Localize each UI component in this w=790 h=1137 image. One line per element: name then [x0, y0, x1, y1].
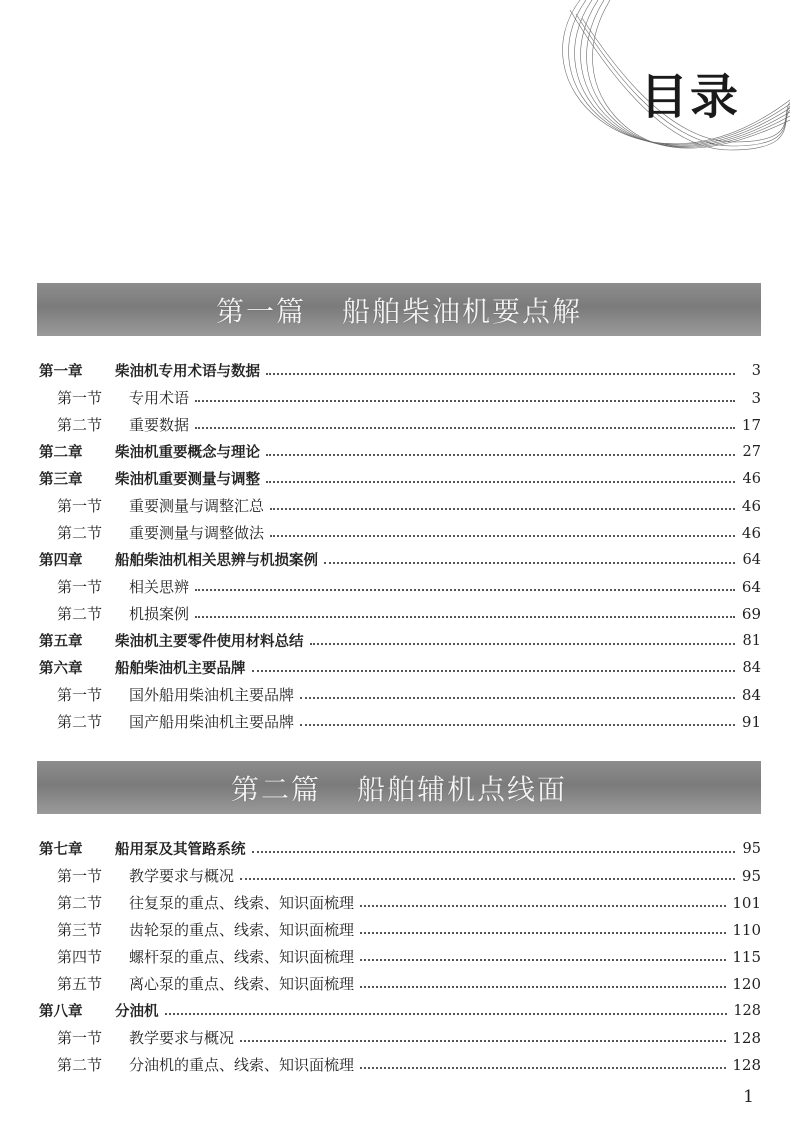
entry-number: 第一节 — [57, 497, 103, 515]
leader-dots — [360, 958, 726, 961]
entry-title: 柴油机重要测量与调整 — [115, 472, 260, 488]
entry-number: 第七章 — [39, 842, 83, 858]
entry-page: 46 — [741, 496, 761, 515]
entry-number: 第一节 — [57, 389, 103, 407]
toc-part-1 — [37, 357, 761, 735]
entry-number: 第四章 — [39, 553, 83, 569]
entry-title: 重要测量与调整做法 — [129, 524, 265, 542]
entry-number: 第八章 — [39, 1004, 83, 1020]
entry-number: 第二节 — [57, 605, 103, 623]
leader-dots — [324, 561, 735, 564]
leader-dots — [165, 1012, 728, 1015]
entry-title: 船舶柴油机主要品牌 — [115, 661, 246, 677]
entry-number: 第三章 — [39, 472, 83, 488]
entry-page: 17 — [741, 415, 761, 434]
part-1-name: 船舶柴油机要点解 — [342, 294, 583, 328]
entry-title: 专用术语 — [129, 389, 190, 407]
toc-part-2 — [37, 835, 761, 1078]
entry-page: 128 — [733, 1002, 761, 1019]
toc-entry[interactable] — [37, 384, 761, 411]
entry-page: 91 — [741, 712, 761, 731]
entry-page: 84 — [742, 659, 761, 676]
entry-page: 81 — [742, 632, 761, 649]
entry-title: 船舶柴油机相关思辨与机损案例 — [115, 553, 318, 569]
entry-title: 国外船用柴油机主要品牌 — [129, 686, 295, 704]
entry-number: 第五章 — [39, 634, 83, 650]
entry-page: 64 — [742, 551, 761, 568]
toc-entry[interactable] — [37, 835, 761, 862]
entry-number: 第二节 — [57, 894, 103, 912]
leader-dots — [240, 877, 735, 880]
leader-dots — [360, 931, 726, 934]
toc-entry[interactable] — [37, 862, 761, 889]
entry-title: 分油机的重点、线索、知识面梳理 — [129, 1056, 355, 1074]
entry-page: 110 — [732, 920, 761, 939]
entry-page: 84 — [741, 685, 761, 704]
entry-title: 分油机 — [115, 1004, 159, 1020]
toc-entry[interactable] — [37, 654, 761, 681]
leader-dots — [240, 1039, 726, 1042]
entry-title: 机损案例 — [129, 605, 190, 623]
entry-page: 64 — [741, 577, 761, 596]
entry-title: 教学要求与概况 — [129, 1029, 235, 1047]
entry-title: 齿轮泵的重点、线索、知识面梳理 — [129, 921, 355, 939]
toc-entry[interactable] — [37, 1051, 761, 1078]
entry-page: 3 — [751, 362, 761, 379]
toc-entry[interactable] — [37, 627, 761, 654]
entry-number: 第三节 — [57, 921, 103, 939]
toc-entry[interactable] — [37, 681, 761, 708]
toc-entry[interactable] — [37, 916, 761, 943]
leader-dots — [270, 507, 735, 510]
leader-dots — [252, 850, 736, 853]
leader-dots — [300, 696, 735, 699]
entry-number: 第四节 — [57, 948, 103, 966]
entry-number: 第一节 — [57, 867, 103, 885]
entry-page: 46 — [741, 523, 761, 542]
leader-dots — [266, 453, 735, 456]
toc-entry[interactable] — [37, 492, 761, 519]
entry-page: 115 — [732, 947, 761, 966]
leader-dots — [266, 372, 735, 375]
entry-number: 第一章 — [39, 364, 83, 380]
leader-dots — [300, 723, 735, 726]
toc-entry[interactable] — [37, 997, 761, 1024]
entry-title: 重要数据 — [129, 416, 190, 434]
entry-number: 第二节 — [57, 713, 103, 731]
toc-entry[interactable] — [37, 1024, 761, 1051]
toc-entry[interactable] — [37, 411, 761, 438]
toc-entry[interactable] — [37, 943, 761, 970]
toc-entry[interactable] — [37, 970, 761, 997]
page-title: 目录 — [640, 69, 741, 125]
entry-page: 128 — [732, 1028, 761, 1047]
entry-title: 教学要求与概况 — [129, 867, 235, 885]
entry-page: 128 — [732, 1055, 761, 1074]
entry-page: 46 — [742, 470, 761, 487]
leader-dots — [360, 985, 726, 988]
toc-entry[interactable] — [37, 438, 761, 465]
entry-number: 第二章 — [39, 445, 83, 461]
entry-title: 相关思辨 — [129, 578, 190, 596]
leader-dots — [195, 588, 735, 591]
leader-dots — [360, 904, 726, 907]
part-2-banner — [37, 761, 761, 814]
leader-dots — [195, 426, 735, 429]
toc-entry[interactable] — [37, 519, 761, 546]
entry-title: 螺杆泵的重点、线索、知识面梳理 — [129, 948, 355, 966]
entry-title: 柴油机主要零件使用材料总结 — [115, 634, 304, 650]
toc-entry[interactable] — [37, 889, 761, 916]
leader-dots — [270, 534, 735, 537]
leader-dots — [360, 1066, 726, 1069]
entry-number: 第五节 — [57, 975, 103, 993]
leader-dots — [310, 642, 736, 645]
entry-title: 国产船用柴油机主要品牌 — [129, 713, 295, 731]
entry-page: 3 — [751, 388, 761, 407]
entry-number: 第二节 — [57, 416, 103, 434]
entry-number: 第六章 — [39, 661, 83, 677]
entry-page: 27 — [742, 443, 761, 460]
entry-number: 第二节 — [57, 524, 103, 542]
toc-entry[interactable] — [37, 708, 761, 735]
toc-entry[interactable] — [37, 573, 761, 600]
part-1-banner — [37, 283, 761, 336]
entry-title: 船用泵及其管路系统 — [115, 842, 246, 858]
leader-dots — [266, 480, 735, 483]
entry-page: 95 — [741, 866, 761, 885]
entry-title: 往复泵的重点、线索、知识面梳理 — [129, 894, 355, 912]
entry-title: 离心泵的重点、线索、知识面梳理 — [129, 975, 355, 993]
part-2-name: 船舶辅机点线面 — [357, 772, 568, 806]
entry-title: 柴油机专用术语与数据 — [115, 364, 260, 380]
entry-page: 95 — [742, 840, 761, 857]
entry-title: 柴油机重要概念与理论 — [115, 445, 260, 461]
entry-page: 69 — [741, 604, 761, 623]
entry-title: 重要测量与调整汇总 — [129, 497, 265, 515]
entry-number: 第一节 — [57, 578, 103, 596]
entry-number: 第一节 — [57, 686, 103, 704]
toc-entry[interactable] — [37, 600, 761, 627]
entry-page: 101 — [732, 893, 761, 912]
toc-entry[interactable] — [37, 465, 761, 492]
leader-dots — [195, 399, 735, 402]
entry-page: 120 — [732, 974, 761, 993]
page-number: 1 — [743, 1087, 754, 1107]
entry-number: 第二节 — [57, 1056, 103, 1074]
part-1-number: 第一篇 — [215, 294, 306, 328]
leader-dots — [252, 669, 736, 672]
entry-number: 第一节 — [57, 1029, 103, 1047]
toc-entry[interactable] — [37, 546, 761, 573]
part-2-number: 第二篇 — [230, 772, 321, 806]
toc-entry[interactable] — [37, 357, 761, 384]
leader-dots — [195, 615, 735, 618]
